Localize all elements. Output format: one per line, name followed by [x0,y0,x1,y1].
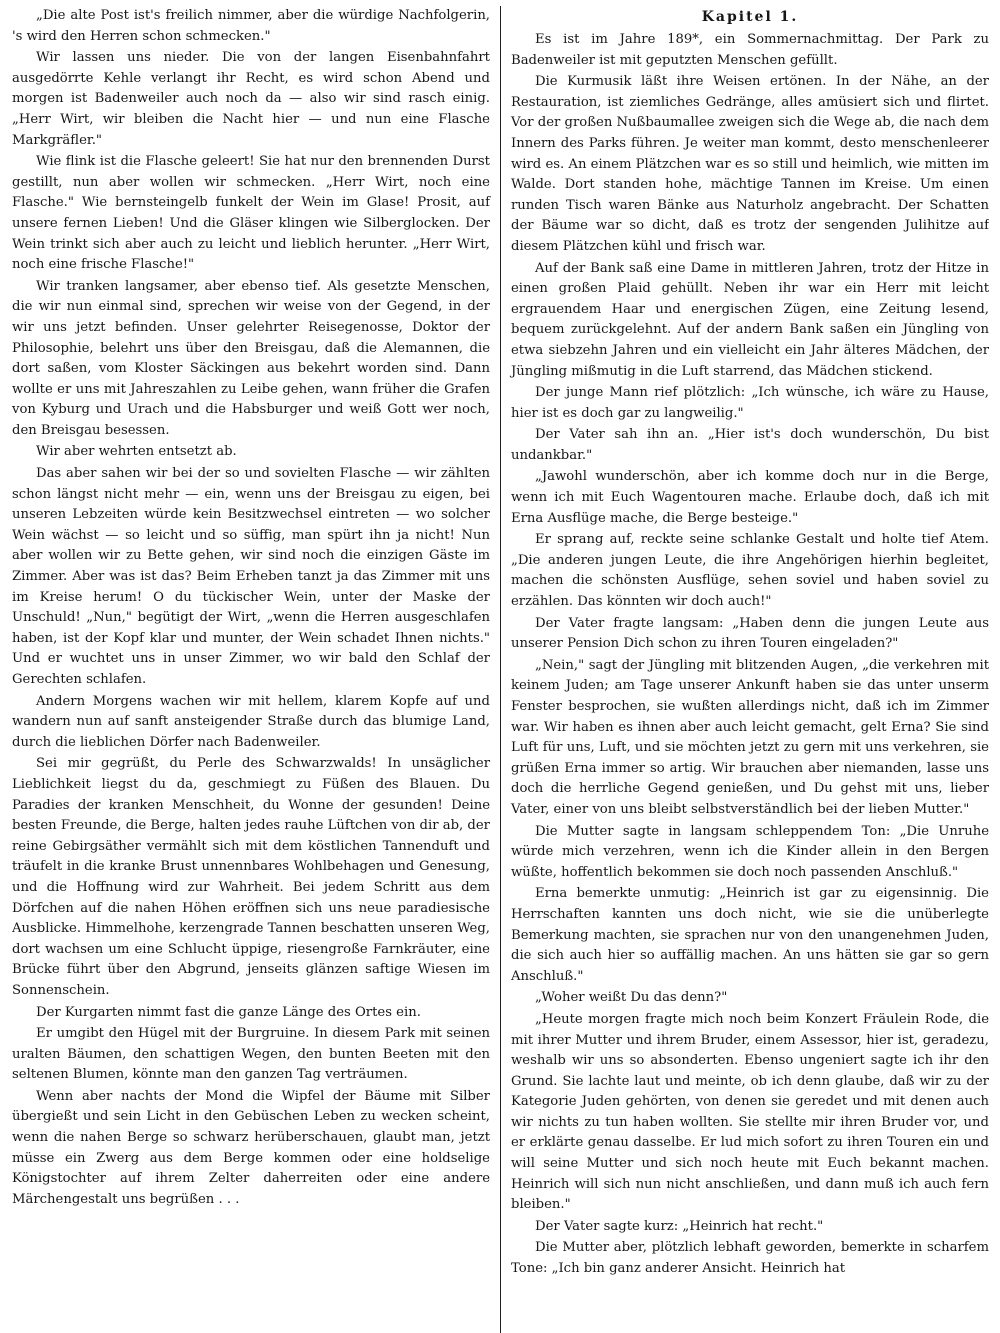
left-column [12,6,500,1333]
paragraph: Der Vater fragte langsam: „Haben denn die jungen Leute aus unserer Pension Dich schon zu ihren Touren eingeladen?" [511,615,989,652]
paragraph: Der Kurgarten nimmt fast die ganze Länge des Ortes ein. [36,1004,421,1020]
paragraph: Wir aber wehrten entsetzt ab. [36,444,237,460]
paragraph: Wir tranken langsamer, aber ebenso tief. Als gesetzte Menschen, die wir nun einmal sind, sprechen wir weise von der Gegend, in der wir uns jetzt befinden. Unser gelehrter Reisegenosse, Doktor der Philosophie, belehrt uns über den Breisgau, daß die Alemannen, die dort saßen, vom Kloster Säckingen aus bekehrt worden sind. Dann wollte er uns mit Jahreszahlen zu Leibe gehen, wann früher die Grafen von Kyburg und Urach und die Habsburger und weiß Gott wer noch, den Breisgau besessen. [12,278,490,438]
right-column [501,6,989,1333]
paragraph: Wie flink ist die Flasche geleert! Sie hat nur den brennenden Durst gestillt, nun aber wollen wir schmecken. „Herr Wirt, noch eine Flasche." Wie bernsteingelb funkelt der Wein im Glase! Prosit, auf unsere fernen Lieben! Und die Gläser klingen wie Silberglocken. Der Wein trinkt sich aber auch zu leicht und lieblich herunter. „Herr Wirt, noch eine frische Flasche!" [12,154,490,273]
paragraph: „Nein," sagt der Jüngling mit blitzenden Augen, „die verkehren mit keinem Juden; am Tage unserer Ankunft haben sie das unter unserm Fenster besprochen, sie wußten allerdings nicht, daß ich im Zimmer war. Wir haben es ihnen aber auch leicht gemacht, gelt Erna? Sie sind Luft für uns, Luft, und sie möchten jetzt zu gern mit uns verkehren, sie grüßen Erna immer so artig. Wir brauchen aber niemanden, lasse uns doch die herrliche Gegend genießen, und Du gehst mit uns, lieber Vater, einer von uns bleibt selbstverständlich bei der lieben Mutter." [511,657,989,817]
paragraph: Die Mutter sagte in langsam schleppendem Ton: „Die Unruhe würde mich verzehren, wenn ich die Kinder allein in den Bergen wüßte, hoffentlich bekommen sie doch noch passenden Anschluß." [511,823,989,880]
paragraph: Die Mutter aber, plötzlich lebhaft geworden, bemerkte in scharfem Tone: „Ich bin ganz anderer Ansicht. Heinrich hat [511,1240,989,1277]
paragraph: Andern Morgens wachen wir mit hellem, klarem Kopfe auf und wandern nun auf sanft ansteigender Straße durch das blumige Land, durch die lieblichen Dörfer nach Badenweiler. [12,693,490,750]
paragraph: Der junge Mann rief plötzlich: „Ich wünsche, ich wäre zu Hause, hier ist es doch gar zu langweilig." [511,385,989,421]
paragraph: Er umgibt den Hügel mit der Burgruine. In diesem Park mit seinen uralten Bäumen, den schattigen Wegen, den bunten Beeten mit den seltenen Blumen, könnte man den ganzen Tag verträumen. [12,1026,490,1083]
paragraph: Wenn aber nachts der Mond die Wipfel der Bäume mit Silber übergießt und sein Licht in den Gebüschen Leben zu wecken scheint, wenn die nahen Berge so schwarz herüberschauen, glaubt man, jetzt müsse ein Zwerg aus dem Berge kommen oder eine holdselige Königstochter auf ihrem Zelter daherreiten oder eine andere Märchengestalt uns begrüßen . . . [12,1088,490,1207]
paragraph: Er sprang auf, reckte seine schlanke Gestalt und holte tief Atem. „Die anderen jungen Leute, die ihre Angehörigen hierhin begleitet, machen die schönsten Ausflüge, sehen soviel und haben soviel zu erzählen. Das könnten wir doch auch!" [511,532,989,610]
paragraph: „Heute morgen fragte mich noch beim Konzert Fräulein Rode, die mit ihrer Mutter und ihrem Bruder, einem Assessor, hier ist, geradezu, weshalb wir uns so absonderten. Ebenso ungeniert sagte ich ihr den Grund. Sie lachte laut und meinte, ob ich denn glaube, daß wir zu der Kategorie Juden gehörten, von denen sie geredet und mit denen auch wir nichts zu tun haben wollten. Sie stellte mir ihren Bruder vor, und er erklärte genau dasselbe. Er lud mich sofort zu ihren Touren ein und will seine Mutter und sich noch heute mit Euch bekannt machen. Heinrich will sich nun nicht anschließen, und dann muß ich auch fern bleiben." [511,1011,989,1213]
paragraph: „Woher weißt Du das denn?" [535,990,728,1006]
paragraph: „Jawohl wunderschön, aber ich komme doch nur in die Berge, wenn ich mit Euch Wagentouren mache. Erlaube doch, daß ich mit Erna Ausflüge mache, die Berge besteige." [511,469,989,526]
paragraph: Die Kurmusik läßt ihre Weisen ertönen. In der Nähe, an der Restauration, ist ziemliches Gedränge, alles amüsiert sich und flirtet. Vor der großen Nußbaumallee zweigen sich die Wege ab, die nach dem Innern des Parks führen. Je weiter man kommt, desto menschenleerer wird es. An einem Plätzchen war es so still und heimlich, wie mitten im Walde. Dort standen hohe, mächtige Tannen im Kreise. Um einen runden Tisch waren Bänke aus Naturholz angebracht. Der Schatten der Bäume war so dicht, daß es trotz der sengenden Julihitze auf diesem Plätzchen kühl und frisch war. [511,74,989,254]
paragraph: Das aber sahen wir bei der so und sovielten Flasche — wir zählten schon längst nicht mehr — ein, wenn uns der Breisgau zu eigen, bei unseren Lebzeiten würde kein Besitzwechsel eintreten — wo solcher Wein wächst — so leicht und so süffig, man spürt ihn ja nicht! Nun aber wollen wir zu Bette gehen, wir sind noch die einzigen Gäste im Zimmer. Aber was ist das? Beim Erheben tanzt ja das Zimmer mit uns im Kreise herum! O du tückischer Wein, unter der Maske der Unschuld! „Nun," begütigt der Wirt, „wenn die Herren ausgeschlafen haben, ist der Kopf klar und munter, der Wein schadet Ihnen nichts." Und er wuchtet uns in unser Zimmer, wo wir bald den Schlaf der Gerechten schlafen. [12,466,490,687]
paragraph: „Die alte Post ist's freilich nimmer, aber die würdige Nachfolgerin, 's wird den Herren schon schmecken." [12,8,490,44]
paragraph: Es ist im Jahre 189*, ein Sommernachmittag. Der Park zu Badenweiler ist mit geputzten Menschen gefüllt. [511,32,989,68]
paragraph: Wir lassen uns nieder. Die von der langen Eisenbahnfahrt ausgedörrte Kehle verlangt ihr Recht, es wird schon Abend und morgen ist Badenweiler auch noch da — also wir sind rasch einig. „Herr Wirt, wir bleiben die Nacht hier — und nun eine Flasche Markgräfler." [12,50,490,148]
paragraph: Sei mir gegrüßt, du Perle des Schwarzwalds! In unsäglicher Lieblichkeit liegst du da, geschmiegt zu Füßen des Blauen. Du Paradies der kranken Menschheit, du Wonne der gesunden! Deine besten Freunde, die Berge, halten jedes rauhe Lüftchen von dir ab, der reine Gebirgsäther vermählt sich mit dem köstlichen Tannenduft und träufelt in die kranke Brust unnennbares Wohlbehagen und Genesung, und die Hoffnung wird zur Wahrheit. Bei jedem Schritt aus dem Dörfchen auf die nahen Höhen eröffnen sich uns neue paradiesische Ausblicke. Himmelhohe, kerzengrade Tannen beschatten unseren Weg, dort wachsen um eine Schlucht üppige, riesengroße Farnkräuter, eine Brücke führt über den Abgrund, jenseits glänzen saftige Wiesen im Sonnenschein. [12,756,490,998]
paragraph: Auf der Bank saß eine Dame in mittleren Jahren, trotz der Hitze in einen großen Plaid gehüllt. Neben ihr war ein Herr mit leicht ergrauendem Haar und energischen Zügen, eine Zeitung lesend, bequem zurückgelehnt. Auf der andern Bank saßen ein Jüngling von etwa siebzehn Jahren und ein vielleicht ein Jahr älteres Mädchen, der Jüngling mißmutig in die Luft starrend, das Mädchen stickend. [511,260,989,379]
chapter-heading: Kapitel 1. [701,9,799,25]
paragraph: Der Vater sagte kurz: „Heinrich hat recht." [535,1218,824,1234]
paragraph: Erna bemerkte unmutig: „Heinrich ist gar zu eigensinnig. Die Herrschaften kannten uns doch nicht, wie sie die unüberlegte Bemerkung machten, sie sprachen nur von den unangenehmen Juden, die sich auch hier so auffällig machen. An uns hätten sie gar so gern Anschluß." [511,886,989,984]
paragraph: Der Vater sah ihn an. „Hier ist's doch wunderschön, Du bist undankbar." [511,427,989,463]
